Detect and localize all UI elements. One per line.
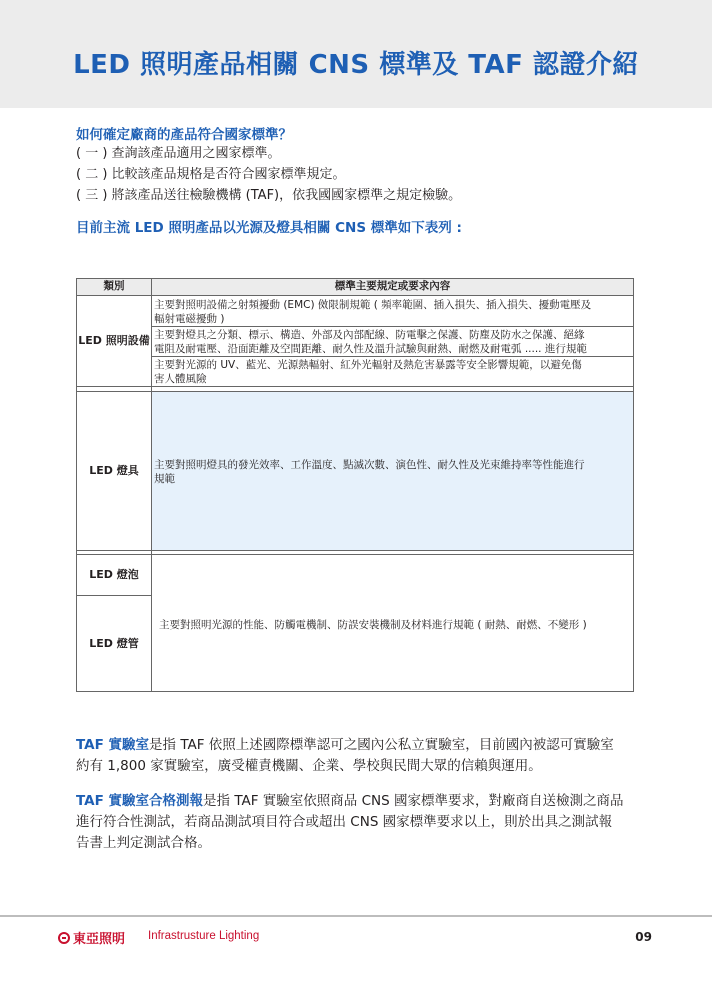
row-text: 主要對燈具之分類、標示、構造、外部及內部配線、防電擊之保護、防塵及防水之保護、絕緣 [154,329,585,341]
divider [151,279,152,691]
row-text: 主要對照明燈具的發光效率、工作溫度、點滅次數、演色性、耐久性及光束維持率等性能進行 [154,459,585,471]
table-row [152,357,633,386]
paragraph-text: 進行符合性測試，若商品測試項目符合或超出 CNS 國家標準要求以上，則於出具之測試報 [76,814,613,830]
logo-text: 東亞照明 [73,932,126,947]
divider [152,356,633,357]
step-item: ( 二 ) 比較該產品規格是否符合國家標準規定。 [76,167,346,182]
category-led-bulb: LED 燈泡 [89,568,139,581]
paragraph-text: 約有 1,800 家實驗室，廣受權責機關、企業、學校與民間大眾的信賴與運用。 [76,758,542,774]
taf-lab-paragraph [76,735,646,777]
row-text: 規範 [154,473,175,485]
intro-question: 如何確定廠商的產品符合國家標準？ [76,127,292,143]
divider [77,386,633,387]
page-number: 09 [635,930,652,944]
step-item: ( 一 ) 查詢該產品適用之國家標準。 [76,146,281,161]
row-text: 害人體風險 [154,373,207,385]
table-row [152,392,633,550]
taf-report-paragraph [76,791,646,854]
divider [77,554,633,555]
standards-table [76,278,634,692]
table-intro: 目前主流 LED 照明產品以光源及燈具相關 CNS 標準如下表列 : [76,220,462,236]
paragraph-text: 是指 TAF 實驗室依照商品 CNS 國家標準要求，對廠商自送檢測之商品 [203,793,624,809]
footer-divider [0,915,712,917]
category-led-luminaire: LED 燈具 [89,464,139,477]
brand-logo [58,928,125,947]
page-title: LED 照明產品相關 CNS 標準及 TAF 認證介紹 [73,50,639,80]
divider [152,326,633,327]
row-text: 主要對光源的 UV、藍光、光源熱輻射、紅外光輻射及熱危害暴露等安全影響規範，以避免傷 [154,359,582,371]
divider [77,295,633,296]
row-text: 電阻及耐電壓、沿面距離及空間距離、耐久性及溫升試驗與耐熱、耐燃及耐電弧 ..... 進行規範 [154,343,587,355]
category-led-equipment: LED 照明設備 [78,333,150,347]
table-header-category: 類別 [77,279,151,295]
header-band [0,0,712,108]
step-item: ( 三 ) 將該產品送往檢驗機構 (TAF)，依我國國家標準之規定檢驗。 [76,188,462,203]
taf-report-term: TAF 實驗室合格測報 [76,793,204,809]
steps-list [76,143,461,206]
row-text: 主要對照明設備之射頻擾動 (EMC) 傚限制規範 ( 頻率範圍、插入損失、插入損失、擾動電壓及 [154,299,592,311]
table-row: 主要對照明光源的性能、防觸電機制、防誤安裝機制及材料進行規範 ( 耐熱、耐燃、不變形 ) [159,619,587,631]
paragraph-text: 告書上判定測試合格。 [76,835,211,851]
table-header-content: 標準主要規定或要求內容 [152,279,633,295]
row-text: 輻射電磁擾動 ) [154,313,225,325]
paragraph-text: 是指 TAF 依照上述國際標準認可之國內公私立實驗室，目前國內被認可實驗室 [149,737,614,753]
category-led-tube: LED 燈管 [89,636,139,650]
table-row [152,327,633,356]
brand-tagline: Infrastrusture Lighting [148,930,260,942]
divider [77,550,633,551]
divider [77,391,633,392]
taf-lab-term: TAF 實驗室 [76,737,150,753]
divider [77,595,151,596]
logo-icon [58,932,70,944]
table-row [152,297,633,326]
